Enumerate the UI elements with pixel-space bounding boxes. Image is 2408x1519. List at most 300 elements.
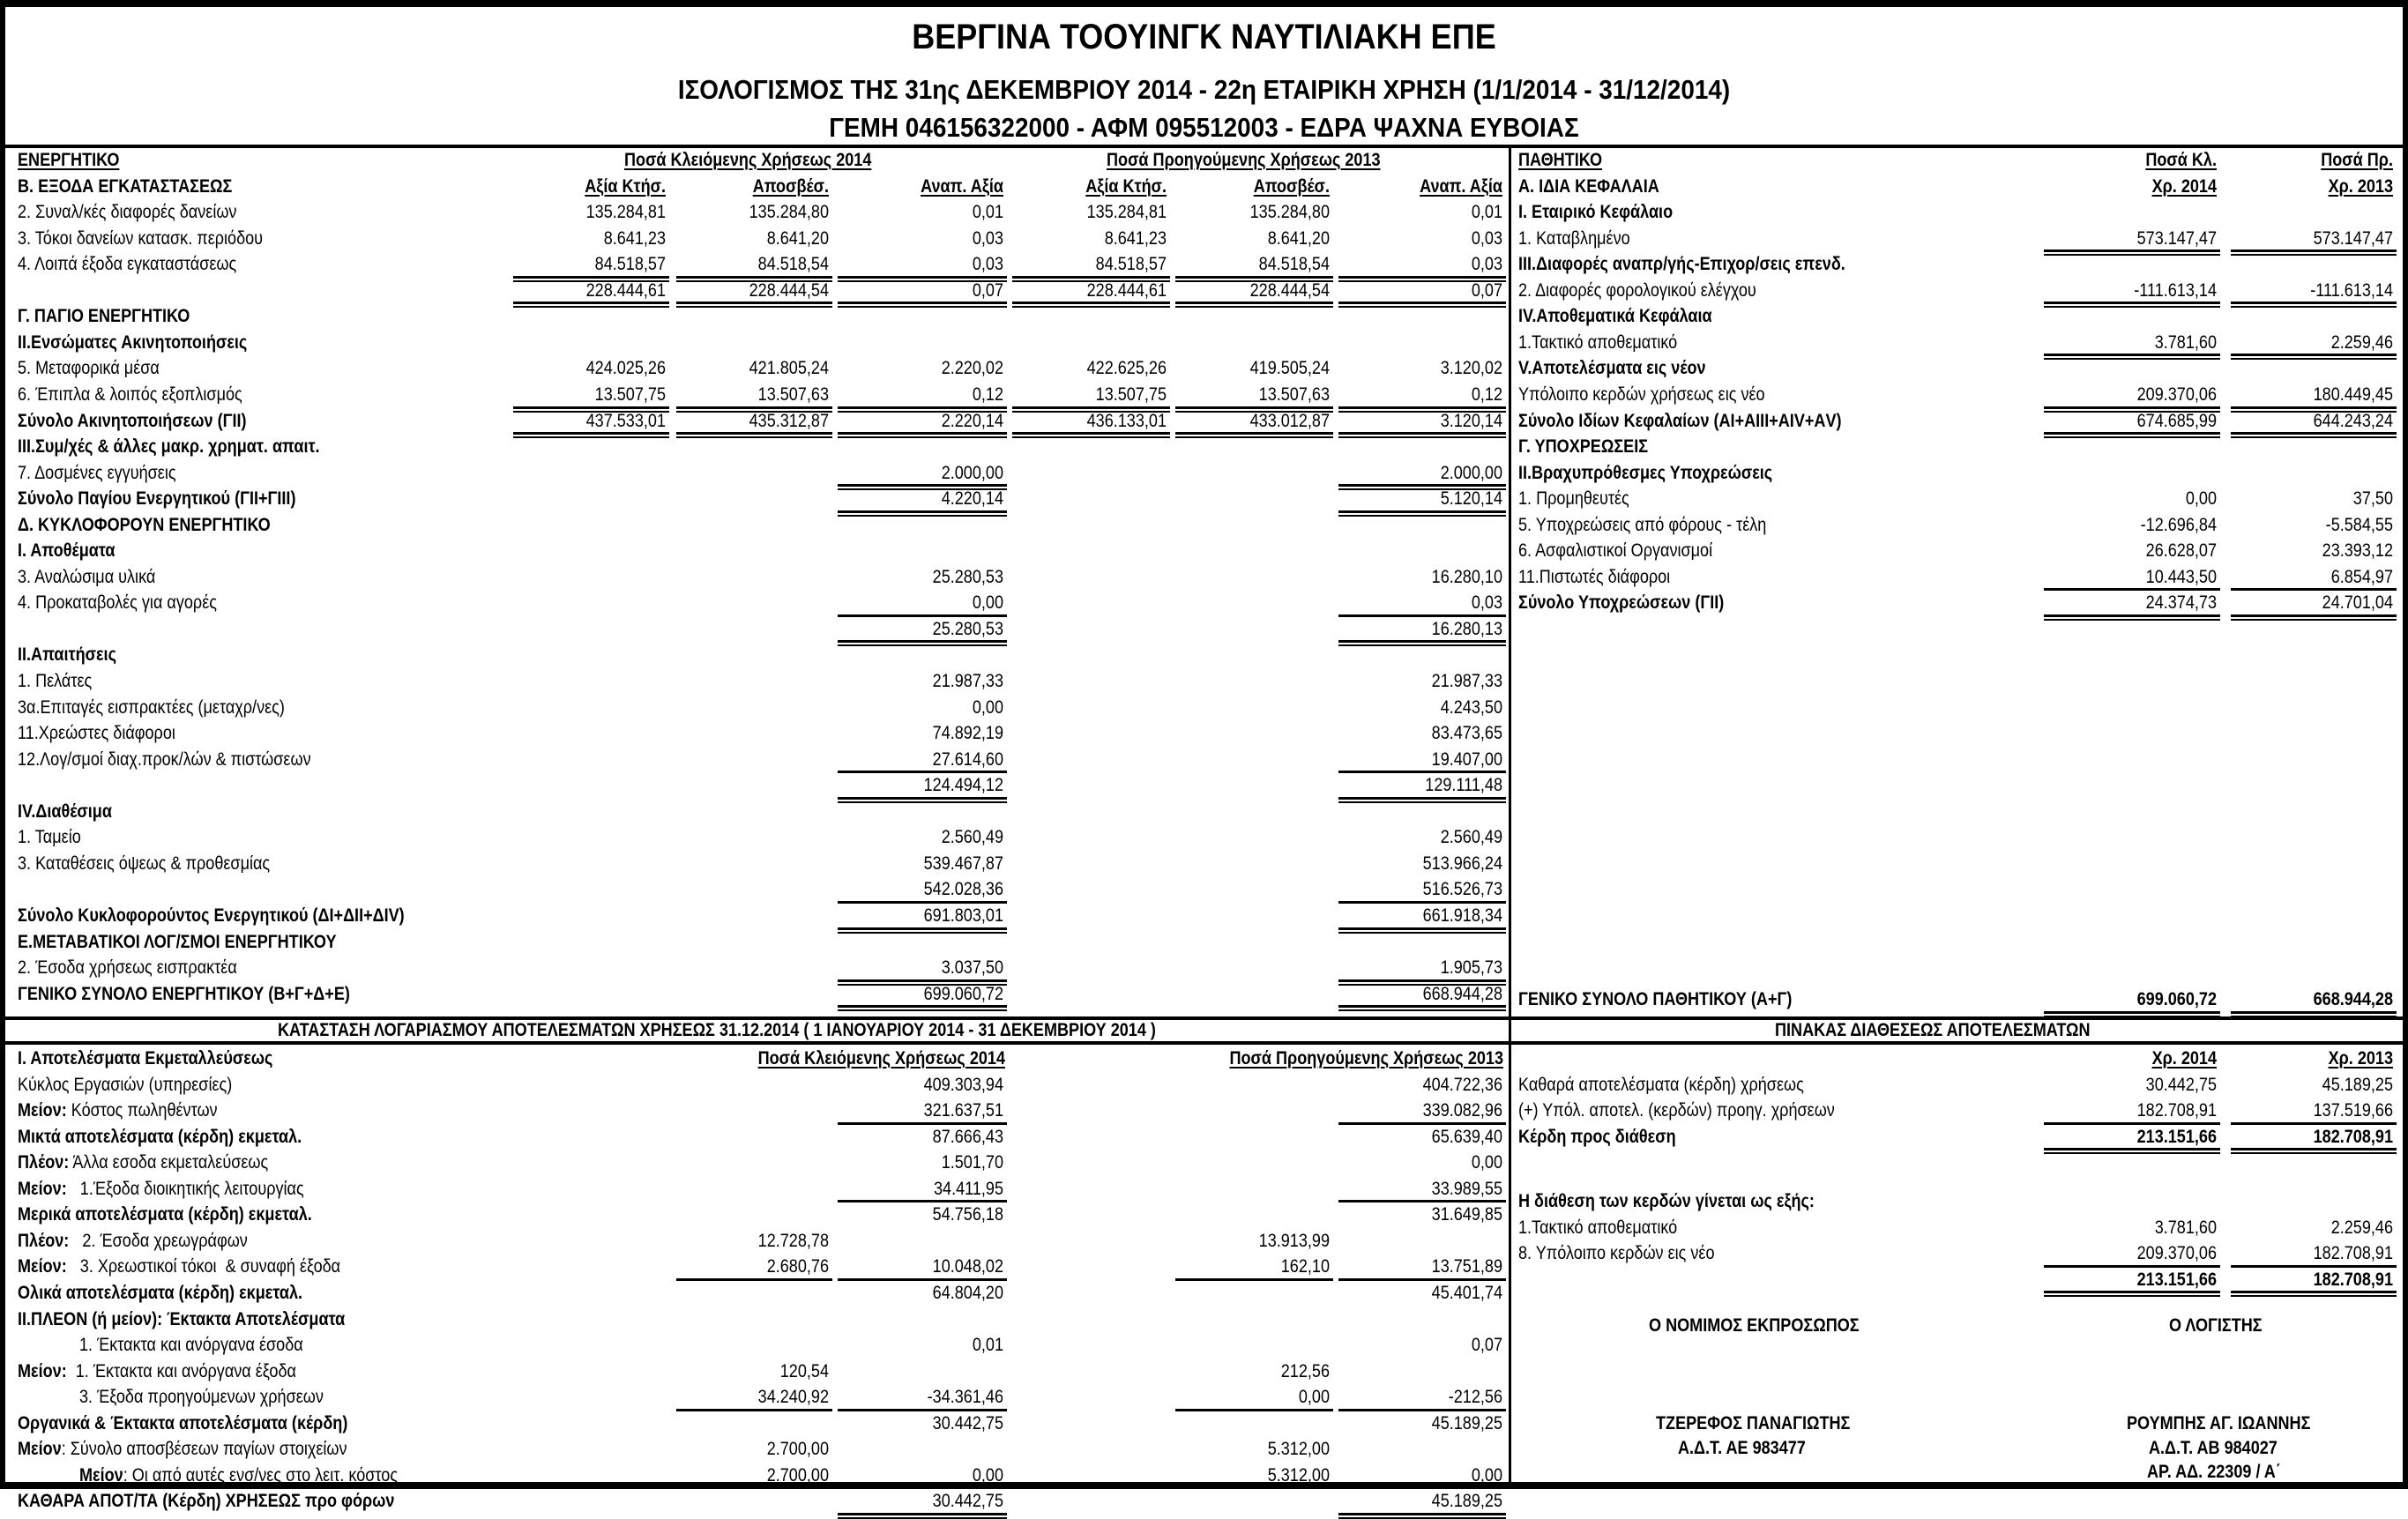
asset-row-value: 21.987,33	[1431, 671, 1502, 691]
liab-row-value: 0,00	[2185, 488, 2217, 510]
assets-title: ΕΝΕΡΓΗΤΙΚΟ	[18, 150, 120, 170]
income-row-value: 0,00	[1471, 1152, 1502, 1173]
accountant-name: ΡΟΥΜΠΗΣ ΑΓ. ΙΩΑΝΝΗΣ	[2127, 1413, 2311, 1433]
distribution-col-header: Χρ. 2013	[2328, 1048, 2393, 1069]
allocation-row-label: 8. Υπόλοιπο κερδών εις νέο	[1518, 1243, 1715, 1264]
liab-row-label: 1. Καταβλημένο	[1518, 227, 1630, 249]
liab-row-label: Ι. Εταιρικό Κεφάλαιο	[1518, 202, 1674, 223]
asset-row-value: 8.641,23	[1104, 227, 1167, 249]
asset-row-value: 27.614,60	[932, 748, 1003, 770]
double-underline	[2231, 1148, 2397, 1154]
asset-row-value: 4.220,14	[941, 488, 1003, 510]
double-underline	[1338, 640, 1506, 646]
income-row-text: 3. Χρεωστικοί τόκοι & συναφή έξοδα	[66, 1256, 341, 1277]
asset-row-value: 421.805,24	[749, 358, 829, 379]
income-row-prefix: Μείον:	[18, 1360, 67, 1381]
asset-row-label: ΙV.Διαθέσιμα	[18, 800, 112, 822]
asset-row-value: 84.518,54	[1258, 254, 1330, 275]
asset-row-value: 228.444,61	[585, 279, 666, 301]
income-row-text: : Σύνολο αποσβέσεων παγίων στοιχείων	[61, 1439, 347, 1460]
asset-row-label: 6. Έπιπλα & λοιπός εξοπλισμός	[18, 383, 242, 405]
asset-row-value: 0,12	[1471, 383, 1502, 405]
asset-row-value: 2.560,49	[941, 827, 1003, 848]
income-row-value: 120,54	[779, 1360, 829, 1381]
asset-row-value: 699.060,72	[923, 983, 1003, 1004]
asset-row-value: 19.407,00	[1431, 748, 1502, 770]
income-row-text: 2. Έσοδα χρεωγράφων	[69, 1230, 248, 1251]
double-underline	[2231, 354, 2397, 360]
asset-row-value: 21.987,33	[932, 671, 1003, 691]
distribution-row-value: 182.708,91	[2313, 1126, 2393, 1147]
liab-grand-total-value: 668.944,28	[2313, 989, 2393, 1009]
income-row-label	[18, 1307, 345, 1332]
income-row-value: 34.240,92	[757, 1387, 829, 1408]
asset-row-label: Β. ΕΞΟΔΑ ΕΓΚΑΤΑΣΤΑΣΕΩΣ	[18, 175, 233, 197]
income-row-prefix: Πλέον:	[18, 1230, 70, 1251]
income-row-label	[79, 1463, 398, 1488]
double-underline	[1175, 432, 1333, 438]
double-underline	[1338, 432, 1506, 438]
asset-row-value: 0,00	[972, 592, 1003, 614]
income-row-value: 409.303,94	[923, 1074, 1003, 1095]
asset-col-header: Αξία Κτήσ.	[1085, 175, 1167, 197]
asset-row-value: 516.526,73	[1422, 879, 1502, 900]
income-row-value: 13.751,89	[1431, 1256, 1502, 1277]
income-row-value: 0,01	[972, 1335, 1003, 1356]
asset-row-value: 668.944,28	[1422, 983, 1502, 1004]
asset-row-value: 2.000,00	[941, 462, 1003, 483]
liab-row-value: 23.393,12	[2322, 540, 2393, 562]
liab-row-value: 3.781,60	[2154, 331, 2217, 353]
liab-row-value: 209.370,06	[2136, 383, 2217, 405]
income-row-prefix: Μείον:	[18, 1178, 67, 1199]
income-row-prefix: Μείον	[18, 1439, 62, 1460]
income-row-label	[18, 1150, 268, 1175]
income-row-value: 30.442,75	[932, 1412, 1003, 1433]
asset-row-value: 84.518,57	[1095, 254, 1167, 275]
double-underline	[2044, 1148, 2220, 1154]
double-underline	[838, 432, 1007, 438]
liab-grand-total-label: ΓΕΝΙΚΟ ΣΥΝΟΛΟ ΠΑΘΗΤΙΚΟΥ (Α+Γ)	[1518, 989, 1793, 1009]
income-row-label	[18, 1098, 218, 1123]
asset-row-value: 135.284,81	[585, 202, 666, 223]
income-row-label	[18, 1489, 394, 1514]
income-row-prefix: Μείον:	[18, 1256, 67, 1277]
income-row-text: Μερικά αποτελέσματα (κέρδη) εκμεταλ.	[18, 1204, 312, 1225]
asset-row-value: 135.284,80	[1249, 202, 1330, 223]
liab-row-value: -12.696,84	[2140, 514, 2217, 535]
double-underline	[838, 927, 1007, 934]
allocation-row-label: 1.Τακτικό αποθεματικό	[1518, 1217, 1678, 1238]
liab-row-value: 180.449,45	[2313, 383, 2393, 405]
liab-row-value: 24.374,73	[2145, 592, 2217, 614]
single-underline	[1175, 1409, 1333, 1411]
liab-row-value: 2.259,46	[2330, 331, 2393, 353]
liab-col-header: Χρ. 2014	[2151, 175, 2217, 197]
accountant-id: Α.Δ.Τ. ΑΒ 984027	[2149, 1438, 2278, 1458]
allocation-row-value: 182.708,91	[2313, 1243, 2393, 1264]
asset-row-value: 16.280,10	[1431, 566, 1502, 587]
liab-row-label: V.Αποτελέσματα εις νέον	[1518, 358, 1706, 379]
income-row-value: 0,07	[1471, 1335, 1502, 1356]
income-row-value: 0,00	[1298, 1387, 1330, 1408]
asset-col-header: Αναπ. Αξία	[1420, 175, 1502, 197]
liab-row-value: 644.243,24	[2313, 410, 2393, 431]
distribution-row-value: 213.151,66	[2136, 1126, 2217, 1147]
asset-row-value: 419.505,24	[1249, 358, 1330, 379]
income-row-value: 87.666,43	[932, 1126, 1003, 1147]
distribution-row-value: 182.708,91	[2136, 1100, 2217, 1121]
income-row-label	[18, 1125, 302, 1150]
income-row-value: -34.361,46	[927, 1387, 1003, 1408]
asset-row-label: 3α.Επιταγές εισπρακτέες (μεταχρ/νες)	[18, 696, 285, 718]
asset-row-value: 2.220,02	[941, 358, 1003, 379]
liab-row-label: ΙΙ.Βραχυπρόθεσμες Υποχρεώσεις	[1518, 462, 1773, 483]
asset-row-value: 0,03	[1471, 254, 1502, 275]
income-row-value: 2.700,00	[766, 1464, 829, 1485]
asset-row-value: 5.120,14	[1440, 488, 1502, 510]
asset-row-label: Σύνολο Παγίου Ενεργητικού (ΓΙΙ+ΓΙΙΙ)	[18, 488, 296, 510]
asset-row-value: 124.494,12	[923, 775, 1003, 796]
asset-row-label: Ι. Αποθέματα	[18, 540, 116, 562]
asset-row-value: 0,03	[1471, 227, 1502, 249]
income-row-value: 339.082,96	[1422, 1100, 1502, 1121]
liab-row-label: ΙV.Αποθεματικά Κεφάλαια	[1518, 306, 1712, 327]
asset-row-value: 13.507,75	[594, 383, 666, 405]
income-row-value: 33.989,55	[1431, 1178, 1502, 1199]
asset-row-value: 435.312,87	[749, 410, 829, 431]
asset-row-value: 129.111,48	[1425, 775, 1502, 796]
income-row-value: 54.756,18	[932, 1204, 1003, 1225]
income-row-value: 34.411,95	[933, 1178, 1003, 1199]
asset-row-value: 3.120,02	[1440, 358, 1502, 379]
income-row-value: 162,10	[1280, 1256, 1330, 1277]
double-underline	[2044, 432, 2220, 438]
liab-row-label: 11.Πιστωτές διάφοροι	[1518, 566, 1671, 587]
double-underline	[838, 1513, 1007, 1519]
asset-row-label: 7. Δοσμένες εγγυήσεις	[18, 462, 176, 483]
balance-sheet-subtitle: ΙΣΟΛΟΓΙΣΜΟΣ ΤΗΣ 31ης ΔΕΚΕΜΒΡΙΟΥ 2014 - 22η ΕΤΑΙΡΙΚΗ ΧΡΗΣΗ (1/1/2014 - 31/12/2014)	[677, 74, 1731, 105]
asset-row-value: 1.905,73	[1440, 957, 1502, 979]
income-row-value: 5.312,00	[1267, 1439, 1330, 1460]
distribution-title: ΠΙΝΑΚΑΣ ΔΙΑΘΕΣΕΩΣ ΑΠΟΤΕΛΕΣΜΑΤΩΝ	[1775, 1020, 2091, 1040]
income-row-value: 212,56	[1280, 1360, 1330, 1381]
double-underline	[2231, 1291, 2397, 1297]
income-row-text: Ολικά αποτελέσματα (κέρδη) εκμεταλ.	[18, 1282, 303, 1303]
liab-row-value: -111.613,14	[2134, 279, 2217, 301]
asset-row-value: 0,03	[1471, 592, 1502, 614]
accountant-license: ΑΡ. ΑΔ. 22309 / Α΄	[2147, 1462, 2281, 1482]
double-underline	[2231, 249, 2397, 256]
single-underline	[1175, 1278, 1333, 1281]
double-underline	[2231, 614, 2397, 621]
distribution-row-value: 137.519,66	[2313, 1100, 2393, 1121]
income-row-label	[18, 1411, 347, 1436]
double-underline	[1012, 432, 1170, 438]
asset-row-value: 0,07	[1471, 279, 1502, 301]
asset-row-value: 74.892,19	[932, 723, 1003, 744]
double-underline	[1338, 510, 1506, 517]
allocation-row-value: 2.259,46	[2330, 1217, 2393, 1238]
asset-row-value: 0,07	[972, 279, 1003, 301]
liab-row-value: 573.147,47	[2136, 227, 2217, 249]
asset-row-value: 0,12	[972, 383, 1003, 405]
allocation-row-value: 209.370,06	[2136, 1243, 2217, 1264]
asset-row-value: 0,01	[972, 202, 1003, 223]
allocation-title: Η διάθεση των κερδών γίνεται ως εξής:	[1518, 1191, 1815, 1211]
double-underline	[2044, 249, 2220, 256]
double-underline	[2231, 302, 2397, 308]
asset-row-value: 84.518,54	[757, 254, 829, 275]
asset-row-value: 437.533,01	[585, 410, 666, 431]
assets-period-2014: Ποσά Κλειόμενης Χρήσεως 2014	[624, 150, 872, 170]
income-row-label	[18, 1073, 232, 1098]
double-underline	[1338, 1005, 1506, 1011]
income-row-value: 10.048,02	[932, 1256, 1003, 1277]
liab-row-value: 37,50	[2352, 488, 2393, 510]
asset-row-label: 12.Λογ/σμοί διαχ.προκ/λών & πιστώσεων	[18, 748, 311, 770]
asset-row-label: Σύνολο Κυκλοφορούντος Ενεργητικού (ΔΙ+ΔΙΙ+ΔΙV)	[18, 905, 405, 926]
asset-row-value: 2.220,14	[941, 410, 1003, 431]
income-row-value: 64.804,20	[932, 1282, 1003, 1303]
income-row-label	[79, 1385, 324, 1410]
asset-row-value: 25.280,53	[932, 618, 1003, 639]
legal-rep-name: ΤΖΕΡΕΦΟΣ ΠΑΝΑΓΙΩΤΗΣ	[1656, 1413, 1851, 1433]
asset-row-value: 0,03	[972, 254, 1003, 275]
double-underline	[838, 302, 1007, 308]
asset-col-header: Αποσβέσ.	[1253, 175, 1330, 197]
asset-row-value: 135.284,80	[749, 202, 829, 223]
asset-row-label: Σύνολο Ακινητοποιήσεων (ΓΙΙ)	[18, 410, 247, 431]
asset-col-header: Αναπ. Αξία	[921, 175, 1003, 197]
asset-row-value: 13.507,63	[1258, 383, 1330, 405]
assets-period-2013: Ποσά Προηγούμενης Χρήσεως 2013	[1107, 150, 1381, 170]
single-underline	[676, 1278, 832, 1281]
asset-row-value: 0,01	[1471, 202, 1502, 223]
double-underline	[1012, 302, 1170, 308]
income-row-text: : Οι από αυτές ενσ/νες στο λειτ. κόστος	[123, 1464, 399, 1485]
liab-row-value: -5.584,55	[2325, 514, 2393, 535]
income-row-value: 12.728,78	[757, 1230, 829, 1251]
asset-row-value: 8.641,20	[766, 227, 829, 249]
asset-row-label: 3. Καταθέσεις όψεως & προθεσμίας	[18, 853, 271, 874]
liab-col-header: Ποσά Κλ.	[2145, 150, 2217, 170]
asset-row-value: 228.444,54	[749, 279, 829, 301]
distribution-row-value: 45.189,25	[2322, 1074, 2393, 1095]
double-underline	[1338, 927, 1506, 934]
double-underline	[838, 1005, 1007, 1011]
double-underline	[1338, 797, 1506, 803]
asset-row-label: 4. Προκαταβολές για αγορές	[18, 592, 217, 614]
asset-row-label: ΓΕΝΙΚΟ ΣΥΝΟΛΟ ΕΝΕΡΓΗΤΙΚΟΥ (Β+Γ+Δ+Ε)	[18, 983, 350, 1004]
income-row-value: 2.700,00	[766, 1439, 829, 1460]
double-underline	[676, 432, 832, 438]
double-underline	[513, 432, 669, 438]
income-period-2014: Ποσά Κλειόμενης Χρήσεως 2014	[757, 1048, 1005, 1069]
allocation-row-value: 182.708,91	[2313, 1269, 2393, 1290]
liab-row-label: 6. Ασφαλιστικοί Οργανισμοί	[1518, 540, 1713, 562]
income-title: ΚΑΤΑΣΤΑΣΗ ΛΟΓΑΡΙΑΣΜΟΥ ΑΠΟΤΕΛΕΣΜΑΤΩΝ ΧΡΗΣΕΩΣ 31.12.2014 ( 1 ΙΑΝΟΥΑΡΙΟΥ 2014 - 31 ΔΕΚΕΜΒΡΙΟΥ 2014 )	[278, 1020, 1156, 1040]
income-row-text: 1. Έκτακτα και ανόργανα έσοδα	[79, 1335, 303, 1356]
liab-row-value: 573.147,47	[2313, 227, 2393, 249]
income-row-label	[18, 1359, 296, 1384]
liab-row-label: Σύνολο Υποχρεώσεων (ΓΙΙ)	[1518, 592, 1725, 614]
income-row-value: 45.401,74	[1431, 1282, 1502, 1303]
asset-col-header: Αποσβέσ.	[752, 175, 829, 197]
liab-row-value: 674.685,99	[2136, 410, 2217, 431]
double-underline	[838, 510, 1007, 517]
income-row-value: 0,00	[1471, 1464, 1502, 1485]
asset-row-label: 1. Ταμείο	[18, 827, 81, 848]
asset-row-value: 424.025,26	[585, 358, 666, 379]
income-row-value: 45.189,25	[1431, 1412, 1502, 1433]
asset-row-value: 422.625,26	[1086, 358, 1167, 379]
double-underline	[1338, 1513, 1506, 1519]
double-underline	[838, 797, 1007, 803]
income-section-title: Ι. Αποτελέσματα Εκμεταλλεύσεως	[18, 1048, 273, 1069]
income-row-value: 2.680,76	[766, 1256, 829, 1277]
double-underline	[2231, 432, 2397, 438]
distribution-row-label: (+) Υπόλ. αποτελ. (κερδών) προηγ. χρήσεων	[1518, 1100, 1835, 1121]
asset-row-value: 84.518,57	[594, 254, 666, 275]
accountant-title: Ο ΛΟΓΙΣΤΗΣ	[2169, 1315, 2263, 1336]
income-row-value: 5.312,00	[1267, 1464, 1330, 1485]
asset-row-value: 228.444,54	[1249, 279, 1330, 301]
income-row-value: 404.722,36	[1422, 1074, 1502, 1095]
liab-row-value: 6.854,97	[2330, 566, 2393, 587]
income-row-text: Οργανικά & Έκτακτα αποτελέσματα (κέρδη)	[18, 1412, 348, 1433]
asset-row-label: 2. Έσοδα χρήσεως εισπρακτέα	[18, 957, 237, 979]
income-row-value: 13.913,99	[1258, 1230, 1330, 1251]
liab-row-value: 10.443,50	[2145, 566, 2217, 587]
asset-row-value: 539.467,87	[923, 853, 1003, 874]
legal-rep-title: Ο ΝΟΜΙΜΟΣ ΕΚΠΡΟΣΩΠΟΣ	[1649, 1315, 1860, 1336]
income-row-text: 1.Έξοδα διοικητικής λειτουργίας	[66, 1178, 304, 1199]
liab-row-label: Α. ΙΔΙΑ ΚΕΦΑΛΑΙΑ	[1518, 175, 1659, 197]
asset-row-value: 436.133,01	[1086, 410, 1167, 431]
asset-row-value: 542.028,36	[923, 879, 1003, 900]
liab-row-label: 2. Διαφορές φορολογικού ελέγχου	[1518, 279, 1756, 301]
asset-row-value: 13.507,75	[1095, 383, 1167, 405]
asset-row-value: 2.560,49	[1440, 827, 1502, 848]
asset-row-label: 2. Συναλ/κές διαφορές δανείων	[18, 202, 237, 223]
single-underline	[676, 1409, 832, 1411]
asset-row-value: 691.803,01	[923, 905, 1003, 926]
legal-rep-id: Α.Δ.Τ. ΑΕ 983477	[1678, 1438, 1806, 1458]
income-row-prefix: Μείον	[79, 1464, 123, 1485]
income-period-2013: Ποσά Προηγούμενης Χρήσεως 2013	[1229, 1048, 1503, 1069]
income-row-value: 321.637,51	[923, 1100, 1003, 1121]
income-row-text: 3. Έξοδα προηγούμενων χρήσεων	[79, 1387, 324, 1408]
liab-row-label: Γ. ΥΠΟΧΡΕΩΣΕΙΣ	[1518, 436, 1649, 458]
double-underline	[1175, 302, 1333, 308]
asset-row-label: 3. Αναλώσιμα υλικά	[18, 566, 156, 587]
income-row-value: 1.501,70	[941, 1152, 1003, 1173]
asset-row-label: ΙΙ.Ενσώματες Ακινητοποιήσεις	[18, 331, 248, 353]
liab-row-label: Σύνολο Ιδίων Κεφαλαίων (ΑΙ+ΑΙΙΙ+ΑΙV+ΑV)	[1518, 410, 1842, 431]
double-underline	[2044, 354, 2220, 360]
asset-row-label: 3. Τόκοι δανείων κατασκ. περιόδου	[18, 227, 264, 249]
income-row-text: ΚΑΘΑΡΑ ΑΠΟΤ/ΤΑ (Κέρδη) ΧΡΗΣΕΩΣ προ φόρων	[18, 1491, 395, 1512]
income-row-text: Κύκλος Εργασιών (υπηρεσίες)	[18, 1074, 233, 1095]
asset-row-value: 228.444,61	[1086, 279, 1167, 301]
double-underline	[2044, 302, 2220, 308]
income-row-value: -212,56	[1448, 1387, 1502, 1408]
income-row-text: Κόστος πωληθέντων	[66, 1100, 218, 1121]
distribution-row-label: Κέρδη προς διάθεση	[1518, 1126, 1676, 1147]
income-row-text: 1. Έκτακτα και ανόργανα έξοδα	[66, 1360, 296, 1381]
liab-row-label: ΙΙΙ.Διαφορές αναπρ/γής-Επιχορ/σεις επενδ.	[1518, 254, 1845, 275]
asset-row-value: 8.641,20	[1267, 227, 1330, 249]
asset-row-value: 0,03	[972, 227, 1003, 249]
double-underline	[676, 302, 832, 308]
asset-row-value: 0,00	[972, 696, 1003, 718]
asset-row-label: Γ. ΠΑΓΙΟ ΕΝΕΡΓΗΤΙΚΟ	[18, 306, 190, 327]
asset-row-label: 11.Χρεώστες διάφοροι	[18, 723, 175, 744]
income-row-value: 0,00	[972, 1464, 1003, 1485]
income-row-label	[18, 1177, 304, 1202]
liabilities-title: ΠΑΘΗΤΙΚΟ	[1518, 150, 1603, 170]
asset-row-label: 4. Λοιπά έξοδα εγκαταστάσεως	[18, 254, 237, 275]
liab-col-header: Ποσά Πρ.	[2321, 150, 2393, 170]
double-underline	[2231, 1011, 2397, 1017]
asset-row-value: 83.473,65	[1431, 723, 1502, 744]
income-row-prefix: Πλέον:	[18, 1152, 70, 1173]
double-underline	[2044, 1291, 2220, 1297]
distribution-row-label: Καθαρά αποτελέσματα (κέρδη) χρήσεως	[1518, 1074, 1804, 1095]
liab-row-value: 24.701,04	[2322, 592, 2393, 614]
income-row-text: Μικτά αποτελέσματα (κέρδη) εκμεταλ.	[18, 1126, 302, 1147]
double-underline	[2044, 614, 2220, 621]
asset-row-value: 8.641,23	[603, 227, 666, 249]
asset-row-label: 5. Μεταφορικά μέσα	[18, 358, 160, 379]
liab-grand-total-value: 699.060,72	[2136, 989, 2217, 1009]
asset-row-value: 16.280,13	[1431, 618, 1502, 639]
income-row-label	[18, 1281, 302, 1306]
double-underline	[2044, 1011, 2220, 1017]
income-row-value: 65.639,40	[1431, 1126, 1502, 1147]
allocation-row-value: 3.781,60	[2154, 1217, 2217, 1238]
income-row-value: 30.442,75	[932, 1491, 1003, 1512]
double-underline	[838, 640, 1007, 646]
asset-row-label: ΙΙΙ.Συμ/χές & άλλες μακρ. χρηματ. απαιτ.	[18, 436, 320, 458]
asset-row-value: 135.284,81	[1086, 202, 1167, 223]
asset-row-value: 2.000,00	[1440, 462, 1502, 483]
asset-row-value: 661.918,34	[1422, 905, 1502, 926]
income-row-label	[18, 1255, 340, 1279]
asset-row-value: 433.012,87	[1249, 410, 1330, 431]
income-row-value: 31.649,85	[1431, 1204, 1502, 1225]
company-name: ΒΕΡΓΙΝΑ ΤΟΟΥΙΝΓΚ ΝΑΥΤΙΛΙΑΚΗ ΕΠΕ	[912, 18, 1496, 56]
income-row-label	[18, 1203, 312, 1227]
asset-row-label: Ε.ΜΕΤΑΒΑΤΙΚΟΙ ΛΟΓ/ΣΜΟΙ ΕΝΕΡΓΗΤΙΚΟΥ	[18, 931, 337, 952]
liab-row-label: 1.Τακτικό αποθεματικό	[1518, 331, 1678, 353]
allocation-row-value: 213.151,66	[2136, 1269, 2217, 1290]
liab-row-label: 1. Προμηθευτές	[1518, 488, 1629, 510]
income-row-prefix: ΙΙ.ΠΛΕΟΝ (ή μείον):	[18, 1308, 163, 1329]
asset-row-value: 4.243,50	[1440, 696, 1502, 718]
income-row-value: 45.189,25	[1431, 1491, 1502, 1512]
liab-row-value: -111.613,14	[2310, 279, 2393, 301]
liab-row-label: Υπόλοιπο κερδών χρήσεως εις νέο	[1518, 383, 1765, 405]
income-row-label	[79, 1333, 303, 1358]
income-row-prefix: Μείον:	[18, 1100, 67, 1121]
asset-row-label: ΙΙ.Απαιτήσεις	[18, 644, 116, 666]
asset-row-label: Δ. ΚΥΚΛΟΦΟΡΟΥΝ ΕΝΕΡΓΗΤΙΚΟ	[18, 514, 271, 535]
main-vertical-divider	[1509, 145, 1511, 1489]
income-row-label	[18, 1229, 248, 1254]
registry-info: ΓΕΜΗ 046156322000 - ΑΦΜ 095512003 - ΕΔΡΑ ΨΑΧΝΑ ΕΥΒΟΙΑΣ	[829, 112, 1579, 143]
